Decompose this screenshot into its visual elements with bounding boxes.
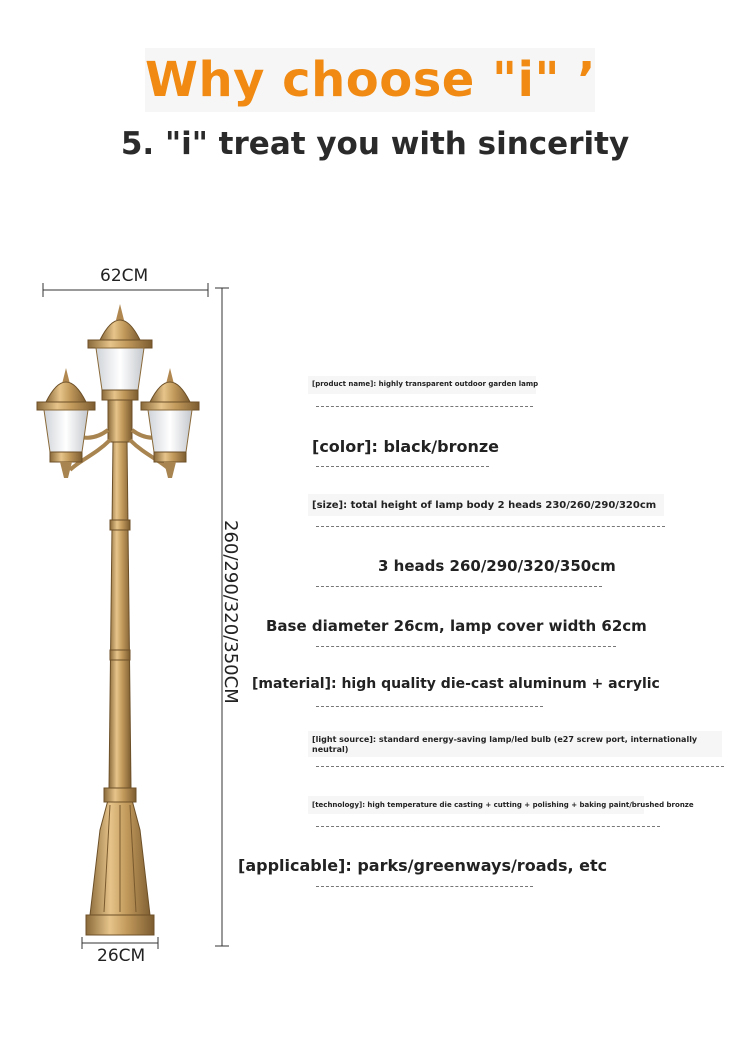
spec-base-diameter: Base diameter 26cm, lamp cover width 62cm — [266, 617, 647, 635]
spec-light-source: [light source]: standard energy-saving lamp/led bulb (e27 screw port, internationally neutral) — [312, 735, 698, 754]
divider — [316, 586, 602, 587]
height-label: 260/290/320/350CM — [220, 520, 241, 704]
spec-product-name: [product name]: highly transparent outdoor garden lamp — [312, 380, 539, 388]
divider — [316, 646, 616, 647]
divider — [316, 826, 660, 827]
spec-color: [color]: black/bronze — [312, 437, 500, 456]
divider — [316, 526, 665, 527]
spec-size: [size]: total height of lamp body 2 heads 230/260/290/320cm — [312, 500, 657, 511]
lamp-base — [86, 788, 154, 935]
spec-technology: [technology]: high temperature die casting + cutting + polishing + baking paint/brushed bronze — [312, 801, 694, 809]
divider — [316, 406, 533, 407]
width-label: 62CM — [100, 266, 149, 286]
divider — [316, 766, 724, 767]
divider — [316, 466, 489, 467]
page-subtitle: 5. "i" treat you with sincerity — [120, 126, 630, 162]
divider — [316, 706, 543, 707]
spec-applicable: [applicable]: parks/greenways/roads, etc — [238, 856, 608, 875]
divider — [316, 886, 533, 887]
spec-material: [material]: high quality die-cast aluminum + acrylic — [252, 676, 660, 692]
base-label: 26CM — [97, 946, 146, 966]
lamp-pole — [108, 400, 132, 788]
center-lantern — [88, 304, 152, 400]
spec-three-heads: 3 heads 260/290/320/350cm — [378, 557, 616, 575]
left-lantern — [37, 368, 95, 478]
page-title: Why choose "i" ’ — [145, 52, 596, 108]
right-lantern — [141, 368, 199, 478]
